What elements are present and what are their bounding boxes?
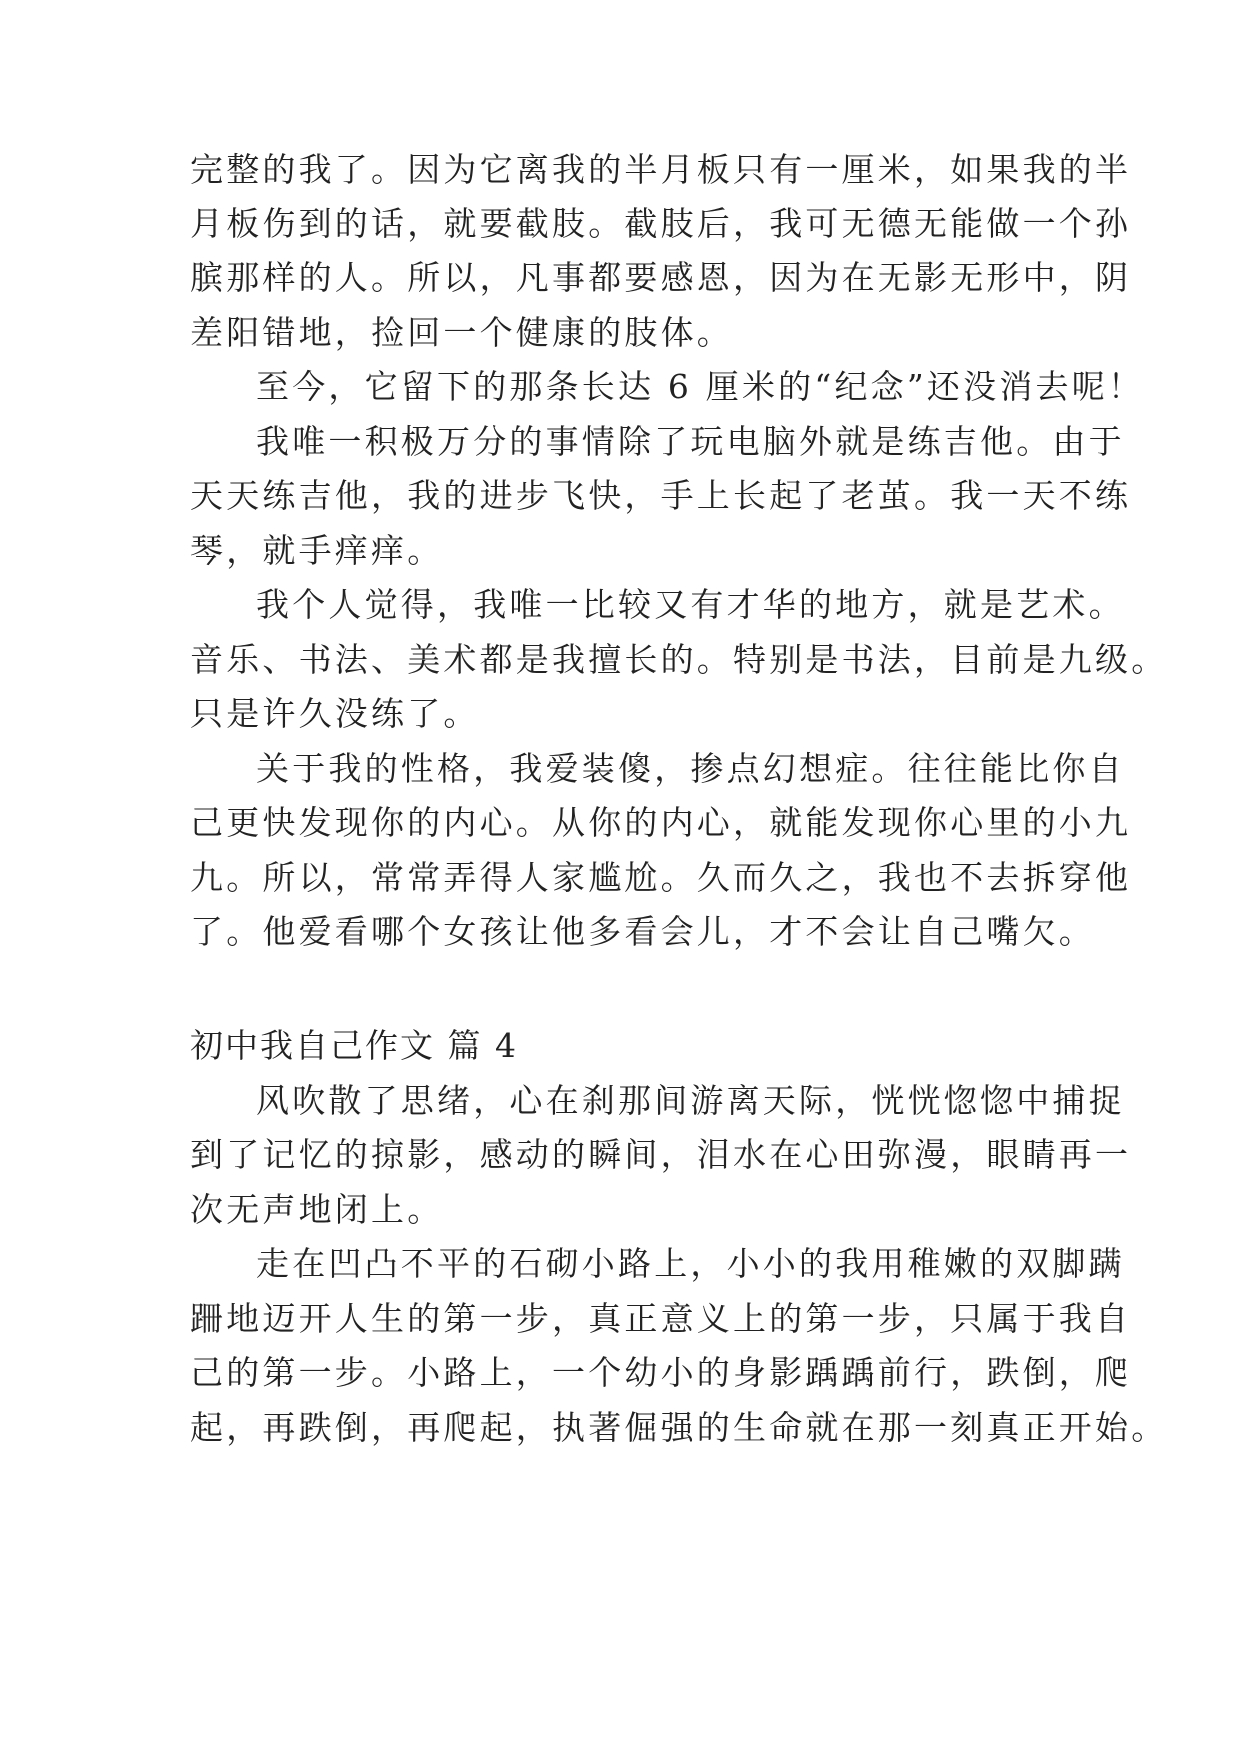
text-line: 跚地迈开人生的第一步，真正意义上的第一步，只属于我自 [190,1299,1132,1338]
text-line: 膑那样的人。所以，凡事都要感恩，因为在无影无形中，阴 [190,258,1132,297]
text-line: 音乐、书法、美术都是我擅长的。特别是书法，目前是九级。 [190,640,1168,679]
text-line: 至今，它留下的那条长达 6 厘米的“纪念”还没消去呢！ [256,367,1145,406]
section-heading: 初中我自己作文 篇 4 [190,1026,518,1065]
text-line: 天天练吉他，我的进步飞快，手上长起了老茧。我一天不练 [190,476,1132,515]
text-line: 只是许久没练了。 [190,694,480,733]
text-line: 月板伤到的话，就要截肢。截肢后，我可无德无能做一个孙 [190,204,1132,243]
text-line: 走在凹凸不平的石砌小路上，小小的我用稚嫩的双脚蹒 [256,1244,1125,1283]
text-line: 我唯一积极万分的事情除了玩电脑外就是练吉他。由于 [256,422,1125,461]
text-line: 到了记忆的掠影，感动的瞬间，泪水在心田弥漫，眼睛再一 [190,1135,1132,1174]
text-line: 了。他爱看哪个女孩让他多看会儿，才不会让自己嘴欠。 [190,912,1095,951]
text-line: 己更快发现你的内心。从你的内心，就能发现你心里的小九 [190,803,1132,842]
text-line: 差阳错地，捡回一个健康的肢体。 [190,313,733,352]
text-line: 风吹散了思绪，心在刹那间游离天际，恍恍惚惚中捕捉 [256,1081,1125,1120]
text-line: 九。所以，常常弄得人家尴尬。久而久之，我也不去拆穿他 [190,858,1132,897]
text-line: 完整的我了。因为它离我的半月板只有一厘米，如果我的半 [190,150,1132,189]
text-line: 次无声地闭上。 [190,1190,444,1229]
text-line: 起，再跌倒，再爬起，执著倔强的生命就在那一刻真正开始。 [190,1408,1168,1447]
text-line: 我个人觉得，我唯一比较又有才华的地方，就是艺术。 [256,585,1125,624]
text-line: 琴，就手痒痒。 [190,531,444,570]
text-line: 关于我的性格，我爱装傻，掺点幻想症。往往能比你自 [256,749,1125,788]
text-line: 己的第一步。小路上，一个幼小的身影踽踽前行，跌倒，爬 [190,1353,1132,1392]
